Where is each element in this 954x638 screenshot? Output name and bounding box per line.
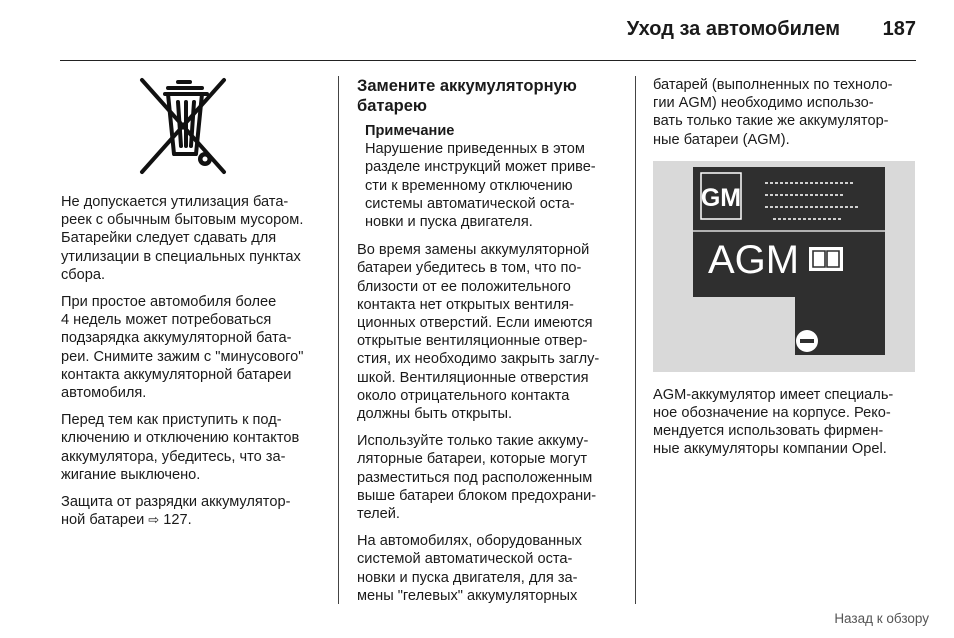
text-line: автомобиля. — [61, 385, 147, 402]
text-fragment: ной батареи — [61, 512, 145, 529]
column-1 — [61, 193, 329, 538]
column-2 — [357, 76, 625, 614]
text-line: подзарядка аккумуляторной бата- — [61, 330, 292, 347]
text-line: Используйте только такие аккуму- — [357, 433, 589, 450]
text-line: мены "гелевых" аккумуляторных — [357, 587, 578, 604]
paragraph-gel-batteries — [357, 532, 625, 605]
text-line: аккумулятора, убедитесь, что за- — [61, 448, 286, 465]
text-line: системой автоматической оста- — [357, 551, 573, 568]
text-line: ные батареи (AGM). — [653, 131, 790, 148]
column-3 — [653, 76, 917, 468]
agm-battery-label-image — [653, 161, 915, 372]
text-line: вать только такие же аккумулятор- — [653, 113, 889, 130]
text-line: около отрицательного контакта — [357, 387, 570, 404]
section-heading — [357, 76, 625, 116]
text-line: разделе инструкций может приве- — [365, 159, 596, 176]
text-line: батареи убедитесь в том, что по- — [357, 260, 582, 277]
text-line: ляторные батареи, которые могут — [357, 451, 588, 468]
text-line — [61, 511, 329, 529]
page-header-title: Уход за автомобилем — [626, 18, 840, 40]
paragraph-agm-marking — [653, 386, 917, 459]
text-line: 4 недель может потребоваться — [61, 312, 272, 329]
gm-logo-text: GM — [700, 183, 742, 212]
note-label: Примечание — [365, 123, 455, 139]
back-to-overview-link[interactable]: Назад к обзору — [834, 611, 929, 626]
text-line: реек с обычным бытовым мусором. — [61, 212, 304, 229]
text-line: ционных отверстий. Если имеются — [357, 315, 593, 332]
text-line: выше батареи блоком предохрани- — [357, 487, 597, 504]
text-line: новки и пуска двигателя. — [365, 214, 533, 231]
text-line: жигание выключено. — [61, 466, 201, 483]
column-divider-2 — [635, 76, 636, 604]
text-line: стия, их необходимо закрыть заглу- — [357, 351, 600, 368]
heading-line: батарею — [357, 97, 427, 115]
text-line: Перед тем как приступить к под- — [61, 412, 282, 429]
text-line: разместиться под расположенным — [357, 469, 593, 486]
text-line: ное обозначение на корпусе. Реко- — [653, 405, 891, 422]
crossed-out-wheelie-bin-icon — [138, 76, 228, 181]
column-divider-1 — [338, 76, 339, 604]
arrow-reference-icon: ⇨ — [148, 512, 160, 528]
text-line: открытые вентиляционные отвер- — [357, 333, 588, 350]
paragraph-vents — [357, 241, 625, 423]
text-line: сбора. — [61, 266, 106, 283]
text-line: гии AGM) необходимо использо- — [653, 95, 874, 112]
text-line: Батарейки следует сдавать для — [61, 230, 277, 247]
paragraph-discharge-protection — [61, 493, 329, 529]
text-line: Не допускается утилизация бата- — [61, 194, 289, 210]
text-line: телей. — [357, 506, 400, 523]
text-line: мендуется использовать фирмен- — [653, 423, 884, 440]
text-line: контакта нет открытых вентиля- — [357, 296, 574, 313]
page-number: 187 — [882, 18, 916, 40]
text-line: ные аккумуляторы компании Opel. — [653, 441, 887, 458]
text-line: новки и пуска двигателя, для за- — [357, 569, 578, 586]
text-line: шкой. Вентиляционные отверстия — [357, 369, 589, 386]
heading-line: Замените аккумуляторную — [357, 77, 577, 95]
text-line: При простое автомобиля более — [61, 294, 277, 311]
text-line: должны быть открыты. — [357, 406, 513, 423]
paragraph-agm-requirement — [653, 76, 917, 149]
paragraph-battery-fit — [357, 432, 625, 523]
text-line: AGM-аккумулятор имеет специаль- — [653, 386, 894, 403]
agm-label-text: AGM — [708, 237, 800, 282]
text-line: Защита от разрядки аккумулятор- — [61, 494, 291, 511]
text-line: реи. Снимите зажим с "минусового" — [61, 348, 304, 365]
header-divider — [60, 60, 916, 61]
paragraph-disposal — [61, 193, 329, 284]
text-line: сти к временному отключению — [365, 177, 573, 194]
text-line: ключению и отключению контактов — [61, 430, 300, 447]
text-line: Во время замены аккумуляторной — [357, 242, 590, 259]
text-line: На автомобилях, оборудованных — [357, 533, 582, 550]
text-line: близости от ее положительного — [357, 278, 571, 295]
text-line: системы автоматической оста- — [365, 195, 575, 212]
text-line: контакта аккумуляторной батареи — [61, 366, 292, 383]
text-line: утилизации в специальных пунктах — [61, 248, 301, 265]
note-block — [365, 122, 625, 231]
text-line: батарей (выполненных по техноло- — [653, 77, 893, 93]
text-line: Нарушение приведенных в этом — [365, 141, 585, 158]
paragraph-idle — [61, 293, 329, 402]
page-reference-link[interactable]: 127. — [163, 512, 192, 529]
paragraph-ignition — [61, 411, 329, 484]
